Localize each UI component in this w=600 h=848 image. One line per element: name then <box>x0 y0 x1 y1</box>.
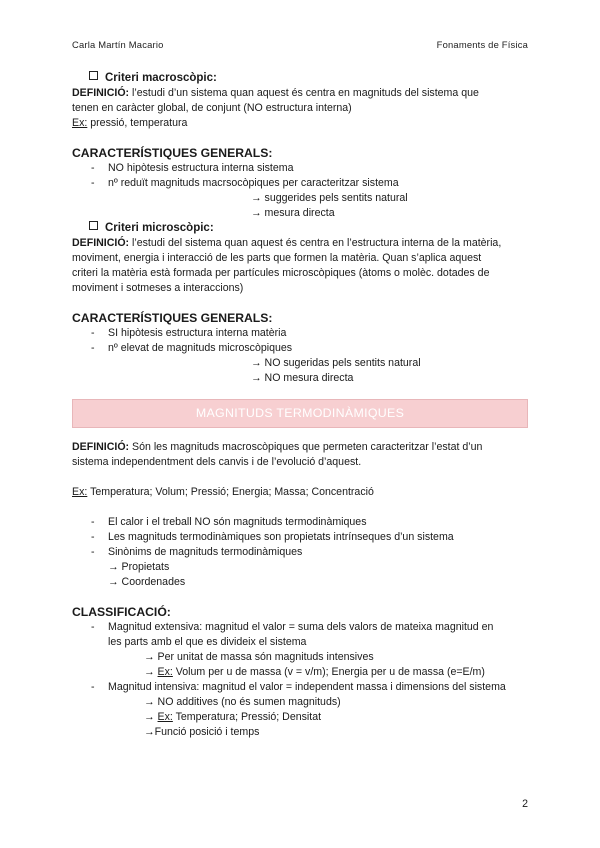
header-subject: Fonaments de Física <box>436 39 528 50</box>
page-content <box>72 71 528 740</box>
arrow-item: → NO sugeridas pels sentits natural <box>251 357 421 369</box>
termo-list <box>72 515 528 560</box>
macro-example: Ex: pressió, temperatura <box>72 117 188 129</box>
arrow-item: → NO additives (no és sumen magnituds) <box>144 696 341 708</box>
section-banner: MAGNITUDS TERMODINÀMIQUES <box>72 399 528 428</box>
micro-definition-line: criteri la matèria està formada per partícules microscòpiques (àtoms o molèc. dotades de <box>72 267 490 279</box>
macro-characteristics-title: CARACTERÍSTIQUES GENERALS: <box>72 146 273 160</box>
classification-title: CLASSIFICACIÓ: <box>72 605 171 619</box>
list-item: - Sinònims de magnituds termodinàmiques <box>72 545 528 560</box>
micro-definition-line: moviment i sotmeses a interaccions) <box>72 282 244 294</box>
classification-list-2 <box>72 680 528 695</box>
list-item: - nº reduït magnituds macrsocòpiques per caracteritzar sistema <box>72 176 528 191</box>
arrow-item: → mesura directa <box>251 207 335 219</box>
micro-characteristics-title: CARACTERÍSTIQUES GENERALS: <box>72 311 273 325</box>
arrow-item: → suggerides pels sentits natural <box>251 192 408 204</box>
list-item: - SI hipòtesis estructura interna matèria <box>72 326 528 341</box>
checkbox-icon <box>89 221 98 230</box>
macro-definition: DEFINICIÓ: l’estudi d’un sistema quan aquest és centra en magnituds del sistema que <box>72 87 479 99</box>
macro-definition-cont: tenen en caràcter global, de conjunt (NO estructura interna) <box>72 102 352 114</box>
list-item: - Les magnituds termodinàmiques son propietats intrínseques d’un sistema <box>72 530 528 545</box>
termo-definition: DEFINICIÓ: Són les magnituds macroscòpiques que permeten caracteritzar l’estat d’un <box>72 441 483 453</box>
arrow-item: → Ex: Temperatura; Pressió; Densitat <box>144 711 322 723</box>
arrow-item: → Per unitat de massa són magnituds intensives <box>144 651 374 663</box>
page-number: 2 <box>522 798 528 810</box>
micro-definition: DEFINICIÓ: l’estudi del sistema quan aquest és centra en l’estructura interna de la matèria, <box>72 237 502 249</box>
arrow-item: →Funció posició i temps <box>144 726 260 738</box>
arrow-item: → Propietats <box>108 561 170 573</box>
termo-example: Ex: Temperatura; Volum; Pressió; Energia; Massa; Concentració <box>72 486 374 498</box>
arrow-item: → NO mesura directa <box>251 372 354 384</box>
micro-definition-line: moviment, energia i interacció de les parts que formen la matèria. Quan s’aplica aquest <box>72 252 482 264</box>
header-author: Carla Martín Macario <box>72 39 164 50</box>
list-item: - Magnitud intensiva: magnitud el valor = independent massa i dimensions del sistema <box>72 680 528 695</box>
arrow-item: → Ex: Volum per u de massa (v = v/m); Energia per u de massa (e=E/m) <box>144 666 485 678</box>
micro-title: Criteri microscòpic: <box>89 221 528 236</box>
list-item: - nº elevat de magnituds microscòpiques <box>72 341 528 356</box>
checkbox-icon <box>89 71 98 80</box>
list-item: - NO hipòtesis estructura interna sistema <box>72 161 528 176</box>
micro-characteristics-list <box>72 326 528 356</box>
list-item: - El calor i el treball NO són magnituds termodinàmiques <box>72 515 528 530</box>
macro-title: Criteri macroscòpic: <box>89 71 528 86</box>
termo-definition-cont: sistema independentment dels canvis i de l’evolució d’aquest. <box>72 456 362 468</box>
macro-characteristics-list <box>72 161 528 191</box>
classification-list <box>72 620 528 650</box>
arrow-item: → Coordenades <box>108 576 186 588</box>
list-item: - Magnitud extensiva: magnitud el valor = suma dels valors de mateixa magnitud en les parts amb el que es divideix el sistema <box>72 620 528 650</box>
